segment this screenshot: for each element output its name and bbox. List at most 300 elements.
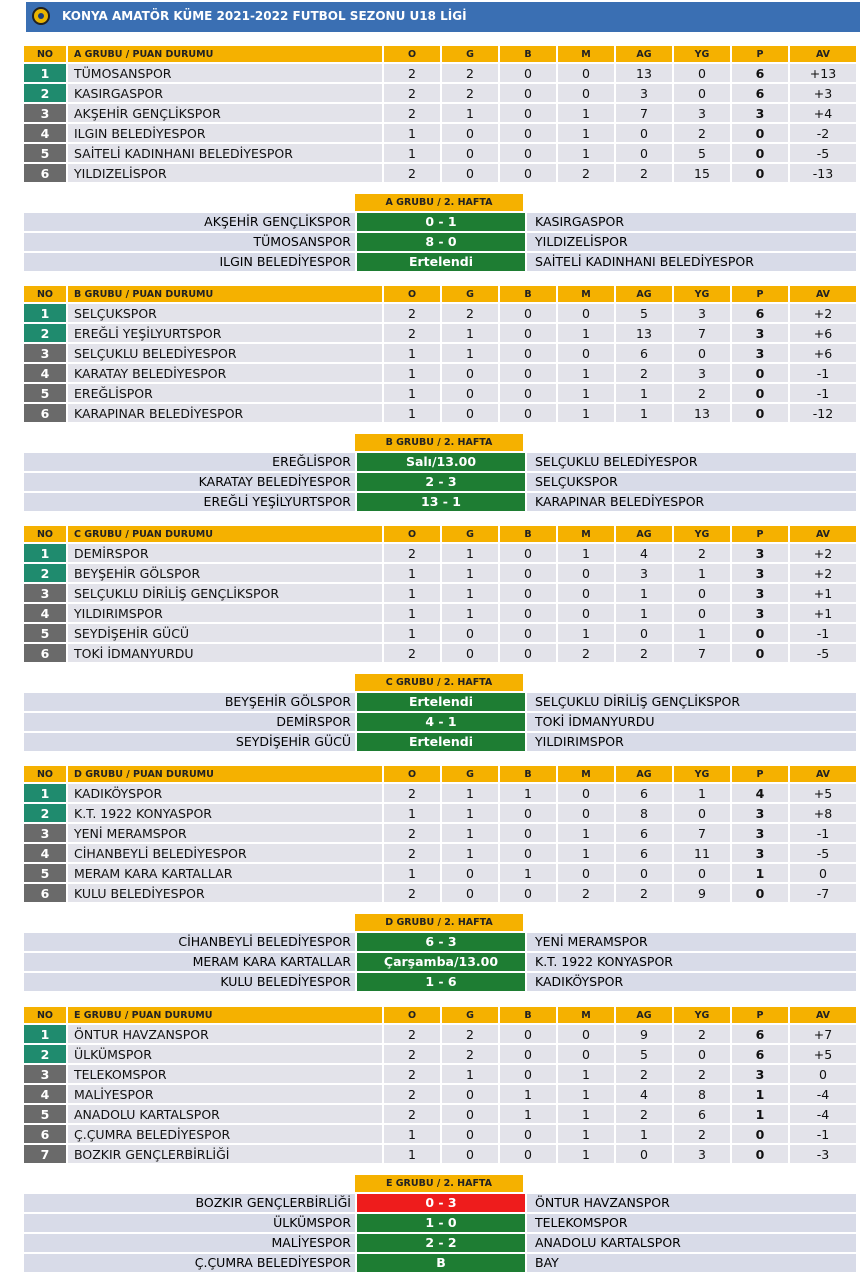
rank-cell: 1: [24, 544, 66, 562]
av-cell: -7: [788, 884, 856, 902]
rank-cell: 3: [24, 344, 66, 362]
b-cell: 0: [498, 384, 556, 402]
g-cell: 2: [440, 84, 498, 102]
yg-cell: 0: [672, 344, 730, 362]
yg-cell: 8: [672, 1085, 730, 1103]
header-av: AV: [788, 766, 856, 782]
rank-cell: 4: [24, 1085, 66, 1103]
table-row: [24, 864, 856, 882]
header-no: NO: [24, 46, 66, 62]
home-team: TÜMOSANSPOR: [24, 233, 355, 251]
match-score: 6 - 3: [357, 933, 525, 951]
o-cell: 1: [382, 384, 440, 402]
match-score: 1 - 0: [357, 1214, 525, 1232]
yg-cell: 15: [672, 164, 730, 182]
m-cell: 0: [556, 304, 614, 322]
match-score: 8 - 0: [357, 233, 525, 251]
b-cell: 0: [498, 124, 556, 142]
m-cell: 1: [556, 624, 614, 642]
o-cell: 2: [382, 324, 440, 342]
away-team: TOKİ İDMANYURDU: [527, 713, 856, 731]
m-cell: 2: [556, 644, 614, 662]
match-row: [24, 933, 856, 951]
m-cell: 0: [556, 584, 614, 602]
yg-cell: 2: [672, 1065, 730, 1083]
p-cell: 0: [730, 144, 788, 162]
p-cell: 3: [730, 1065, 788, 1083]
fixtures-block: [24, 1175, 856, 1272]
team-name-cell: YILDIZELİSPOR: [66, 164, 382, 182]
av-cell: -1: [788, 364, 856, 382]
p-cell: 3: [730, 844, 788, 862]
rank-cell: 5: [24, 864, 66, 882]
b-cell: 0: [498, 564, 556, 582]
g-cell: 2: [440, 304, 498, 322]
rank-cell: 5: [24, 624, 66, 642]
yg-cell: 2: [672, 544, 730, 562]
ag-cell: 0: [614, 624, 672, 642]
av-cell: -4: [788, 1105, 856, 1123]
ag-cell: 4: [614, 1085, 672, 1103]
table-row: [24, 164, 856, 182]
home-team: Ç.ÇUMRA BELEDİYESPOR: [24, 1254, 355, 1272]
yg-cell: 1: [672, 624, 730, 642]
ag-cell: 6: [614, 784, 672, 802]
m-cell: 0: [556, 84, 614, 102]
yg-cell: 1: [672, 564, 730, 582]
yg-cell: 2: [672, 124, 730, 142]
table-row: [24, 624, 856, 642]
table-row: [24, 884, 856, 902]
table-row: [24, 824, 856, 842]
yg-cell: 2: [672, 1125, 730, 1143]
b-cell: 0: [498, 404, 556, 422]
team-name-cell: KARAPINAR BELEDİYESPOR: [66, 404, 382, 422]
b-cell: 0: [498, 1045, 556, 1063]
rank-cell: 5: [24, 384, 66, 402]
av-cell: +13: [788, 64, 856, 82]
p-cell: 0: [730, 1125, 788, 1143]
o-cell: 1: [382, 344, 440, 362]
av-cell: +8: [788, 804, 856, 822]
m-cell: 1: [556, 1065, 614, 1083]
team-name-cell: YILDIRIMSPOR: [66, 604, 382, 622]
b-cell: 0: [498, 144, 556, 162]
team-name-cell: DEMİRSPOR: [66, 544, 382, 562]
table-row: [24, 784, 856, 802]
ag-cell: 5: [614, 1045, 672, 1063]
table-row: [24, 804, 856, 822]
g-cell: 0: [440, 1145, 498, 1163]
match-score: 2 - 3: [357, 473, 525, 491]
away-team: KADIKÖYSPOR: [527, 973, 856, 991]
o-cell: 1: [382, 564, 440, 582]
rank-cell: 1: [24, 64, 66, 82]
g-cell: 0: [440, 1105, 498, 1123]
rank-cell: 6: [24, 884, 66, 902]
m-cell: 1: [556, 364, 614, 382]
av-cell: +5: [788, 1045, 856, 1063]
p-cell: 3: [730, 824, 788, 842]
m-cell: 2: [556, 884, 614, 902]
p-cell: 0: [730, 644, 788, 662]
yg-cell: 3: [672, 104, 730, 122]
av-cell: -2: [788, 124, 856, 142]
o-cell: 1: [382, 124, 440, 142]
table-row: [24, 364, 856, 382]
b-cell: 0: [498, 364, 556, 382]
home-team: BEYŞEHİR GÖLSPOR: [24, 693, 355, 711]
home-team: EREĞLİ YEŞİLYURTSPOR: [24, 493, 355, 511]
fixtures-block: [24, 914, 856, 991]
g-cell: 2: [440, 1045, 498, 1063]
header-yg: YG: [672, 526, 730, 542]
away-team: SELÇUKSPOR: [527, 473, 856, 491]
g-cell: 1: [440, 104, 498, 122]
g-cell: 1: [440, 844, 498, 862]
yg-cell: 0: [672, 804, 730, 822]
standings-title: E GRUBU / PUAN DURUMU: [66, 1007, 382, 1023]
rank-cell: 4: [24, 364, 66, 382]
away-team: KARAPINAR BELEDİYESPOR: [527, 493, 856, 511]
header-yg: YG: [672, 1007, 730, 1023]
av-cell: +1: [788, 604, 856, 622]
o-cell: 1: [382, 864, 440, 882]
header-b: B: [498, 1007, 556, 1023]
home-team: EREĞLİSPOR: [24, 453, 355, 471]
table-row: [24, 144, 856, 162]
b-cell: 0: [498, 304, 556, 322]
m-cell: 1: [556, 1125, 614, 1143]
p-cell: 3: [730, 324, 788, 342]
av-cell: -3: [788, 1145, 856, 1163]
av-cell: +7: [788, 1025, 856, 1043]
match-row: [24, 473, 856, 491]
av-cell: +4: [788, 104, 856, 122]
away-team: YILDIRIMSPOR: [527, 733, 856, 751]
av-cell: -1: [788, 384, 856, 402]
av-cell: -4: [788, 1085, 856, 1103]
header-yg: YG: [672, 286, 730, 302]
header-o: O: [382, 286, 440, 302]
header-b: B: [498, 46, 556, 62]
p-cell: 0: [730, 364, 788, 382]
b-cell: 0: [498, 804, 556, 822]
rank-cell: 5: [24, 1105, 66, 1123]
team-name-cell: BEYŞEHİR GÖLSPOR: [66, 564, 382, 582]
b-cell: 0: [498, 644, 556, 662]
match-score: Ertelendi: [357, 733, 525, 751]
av-cell: -1: [788, 1125, 856, 1143]
m-cell: 0: [556, 344, 614, 362]
match-score: Çarşamba/13.00: [357, 953, 525, 971]
b-cell: 0: [498, 164, 556, 182]
team-name-cell: KULU BELEDİYESPOR: [66, 884, 382, 902]
b-cell: 0: [498, 544, 556, 562]
table-row: [24, 1045, 856, 1063]
g-cell: 1: [440, 324, 498, 342]
match-score: 2 - 2: [357, 1234, 525, 1252]
header-av: AV: [788, 526, 856, 542]
standings-title: B GRUBU / PUAN DURUMU: [66, 286, 382, 302]
match-score: 1 - 6: [357, 973, 525, 991]
rank-cell: 1: [24, 784, 66, 802]
p-cell: 0: [730, 384, 788, 402]
header-av: AV: [788, 1007, 856, 1023]
rank-cell: 4: [24, 604, 66, 622]
header-ag: AG: [614, 526, 672, 542]
header-av: AV: [788, 46, 856, 62]
header-g: G: [440, 766, 498, 782]
rank-cell: 2: [24, 84, 66, 102]
standings-header-row: [24, 286, 856, 302]
g-cell: 1: [440, 784, 498, 802]
ag-cell: 4: [614, 544, 672, 562]
match-score: Ertelendi: [357, 693, 525, 711]
table-row: [24, 1105, 856, 1123]
g-cell: 1: [440, 824, 498, 842]
ag-cell: 0: [614, 1145, 672, 1163]
b-cell: 0: [498, 1065, 556, 1083]
yg-cell: 7: [672, 644, 730, 662]
away-team: ANADOLU KARTALSPOR: [527, 1234, 856, 1252]
rank-cell: 3: [24, 1065, 66, 1083]
g-cell: 1: [440, 1065, 498, 1083]
header-p: P: [730, 46, 788, 62]
g-cell: 1: [440, 604, 498, 622]
rank-cell: 4: [24, 844, 66, 862]
standings-title: D GRUBU / PUAN DURUMU: [66, 766, 382, 782]
g-cell: 0: [440, 884, 498, 902]
table-row: [24, 564, 856, 582]
o-cell: 2: [382, 1025, 440, 1043]
m-cell: 0: [556, 864, 614, 882]
home-team: DEMİRSPOR: [24, 713, 355, 731]
ag-cell: 2: [614, 884, 672, 902]
m-cell: 1: [556, 844, 614, 862]
header-yg: YG: [672, 46, 730, 62]
table-row: [24, 604, 856, 622]
team-name-cell: ILGIN BELEDİYESPOR: [66, 124, 382, 142]
g-cell: 2: [440, 64, 498, 82]
team-name-cell: EREĞLİ YEŞİLYURTSPOR: [66, 324, 382, 342]
yg-cell: 3: [672, 1145, 730, 1163]
g-cell: 0: [440, 644, 498, 662]
yg-cell: 0: [672, 584, 730, 602]
table-row: [24, 1025, 856, 1043]
team-name-cell: SAİTELİ KADINHANI BELEDİYESPOR: [66, 144, 382, 162]
header-ag: AG: [614, 1007, 672, 1023]
m-cell: 1: [556, 104, 614, 122]
team-name-cell: SELÇUKSPOR: [66, 304, 382, 322]
av-cell: +5: [788, 784, 856, 802]
p-cell: 0: [730, 884, 788, 902]
home-team: MERAM KARA KARTALLAR: [24, 953, 355, 971]
b-cell: 0: [498, 884, 556, 902]
standings-table: [24, 44, 856, 184]
ag-cell: 13: [614, 64, 672, 82]
table-row: [24, 104, 856, 122]
rank-cell: 6: [24, 404, 66, 422]
o-cell: 2: [382, 304, 440, 322]
header-g: G: [440, 46, 498, 62]
header-o: O: [382, 1007, 440, 1023]
o-cell: 1: [382, 604, 440, 622]
table-row: [24, 644, 856, 662]
m-cell: 0: [556, 784, 614, 802]
p-cell: 6: [730, 84, 788, 102]
group-b: [24, 284, 856, 511]
match-row: [24, 973, 856, 991]
ag-cell: 2: [614, 1065, 672, 1083]
av-cell: +6: [788, 324, 856, 342]
match-row: [24, 1194, 856, 1212]
team-name-cell: SEYDİŞEHİR GÜCÜ: [66, 624, 382, 642]
rank-cell: 6: [24, 164, 66, 182]
rank-cell: 6: [24, 644, 66, 662]
b-cell: 0: [498, 1025, 556, 1043]
match-row: [24, 1214, 856, 1232]
ag-cell: 3: [614, 564, 672, 582]
table-row: [24, 844, 856, 862]
b-cell: 1: [498, 864, 556, 882]
p-cell: 0: [730, 124, 788, 142]
header-p: P: [730, 286, 788, 302]
ag-cell: 2: [614, 1105, 672, 1123]
ag-cell: 6: [614, 844, 672, 862]
header-no: NO: [24, 286, 66, 302]
g-cell: 0: [440, 384, 498, 402]
home-team: SEYDİŞEHİR GÜCÜ: [24, 733, 355, 751]
p-cell: 3: [730, 804, 788, 822]
home-team: KULU BELEDİYESPOR: [24, 973, 355, 991]
group-e: [24, 1005, 856, 1272]
p-cell: 6: [730, 64, 788, 82]
table-row: [24, 544, 856, 562]
yg-cell: 7: [672, 324, 730, 342]
yg-cell: 13: [672, 404, 730, 422]
match-score: Salı/13.00: [357, 453, 525, 471]
p-cell: 6: [730, 1045, 788, 1063]
team-name-cell: Ç.ÇUMRA BELEDİYESPOR: [66, 1125, 382, 1143]
rank-cell: 3: [24, 104, 66, 122]
p-cell: 3: [730, 544, 788, 562]
yg-cell: 0: [672, 84, 730, 102]
table-row: [24, 1125, 856, 1143]
o-cell: 2: [382, 84, 440, 102]
match-row: [24, 1254, 856, 1272]
m-cell: 1: [556, 324, 614, 342]
standings-header-row: [24, 766, 856, 782]
b-cell: 0: [498, 104, 556, 122]
ag-cell: 3: [614, 84, 672, 102]
g-cell: 0: [440, 404, 498, 422]
p-cell: 0: [730, 164, 788, 182]
away-team: ÖNTUR HAVZANSPOR: [527, 1194, 856, 1212]
yg-cell: 0: [672, 64, 730, 82]
av-cell: 0: [788, 864, 856, 882]
p-cell: 0: [730, 404, 788, 422]
p-cell: 1: [730, 1105, 788, 1123]
av-cell: +3: [788, 84, 856, 102]
away-team: YENİ MERAMSPOR: [527, 933, 856, 951]
rank-cell: 2: [24, 564, 66, 582]
team-name-cell: CİHANBEYLİ BELEDİYESPOR: [66, 844, 382, 862]
yg-cell: 9: [672, 884, 730, 902]
b-cell: 0: [498, 344, 556, 362]
week-title: A GRUBU / 2. HAFTA: [355, 194, 523, 211]
team-name-cell: KADIKÖYSPOR: [66, 784, 382, 802]
b-cell: 0: [498, 84, 556, 102]
b-cell: 0: [498, 824, 556, 842]
o-cell: 2: [382, 644, 440, 662]
header-p: P: [730, 766, 788, 782]
ag-cell: 9: [614, 1025, 672, 1043]
team-name-cell: SELÇUKLU DİRİLİŞ GENÇLİKSPOR: [66, 584, 382, 602]
m-cell: 1: [556, 384, 614, 402]
week-title: C GRUBU / 2. HAFTA: [355, 674, 523, 691]
team-name-cell: TELEKOMSPOR: [66, 1065, 382, 1083]
g-cell: 0: [440, 364, 498, 382]
rank-cell: 1: [24, 1025, 66, 1043]
o-cell: 1: [382, 1145, 440, 1163]
o-cell: 1: [382, 404, 440, 422]
table-row: [24, 84, 856, 102]
ag-cell: 6: [614, 824, 672, 842]
team-name-cell: KARATAY BELEDİYESPOR: [66, 364, 382, 382]
ag-cell: 1: [614, 584, 672, 602]
header-no: NO: [24, 526, 66, 542]
federation-logo-icon: [32, 7, 50, 25]
b-cell: 0: [498, 604, 556, 622]
o-cell: 2: [382, 1085, 440, 1103]
rank-cell: 3: [24, 584, 66, 602]
table-row: [24, 304, 856, 322]
av-cell: +2: [788, 564, 856, 582]
p-cell: 0: [730, 1145, 788, 1163]
team-name-cell: MERAM KARA KARTALLAR: [66, 864, 382, 882]
p-cell: 3: [730, 104, 788, 122]
av-cell: -1: [788, 824, 856, 842]
m-cell: 1: [556, 824, 614, 842]
table-row: [24, 324, 856, 342]
match-score: B: [357, 1254, 525, 1272]
ag-cell: 8: [614, 804, 672, 822]
header-o: O: [382, 526, 440, 542]
yg-cell: 0: [672, 864, 730, 882]
g-cell: 0: [440, 864, 498, 882]
m-cell: 1: [556, 124, 614, 142]
match-score: 4 - 1: [357, 713, 525, 731]
g-cell: 0: [440, 144, 498, 162]
ag-cell: 0: [614, 144, 672, 162]
table-row: [24, 64, 856, 82]
yg-cell: 11: [672, 844, 730, 862]
header-b: B: [498, 526, 556, 542]
header-av: AV: [788, 286, 856, 302]
team-name-cell: EREĞLİSPOR: [66, 384, 382, 402]
ag-cell: 1: [614, 1125, 672, 1143]
match-row: [24, 713, 856, 731]
match-row: [24, 233, 856, 251]
o-cell: 2: [382, 1045, 440, 1063]
standings-title: C GRUBU / PUAN DURUMU: [66, 526, 382, 542]
home-team: AKŞEHİR GENÇLİKSPOR: [24, 213, 355, 231]
p-cell: 0: [730, 624, 788, 642]
away-team: SAİTELİ KADINHANI BELEDİYESPOR: [527, 253, 856, 271]
away-team: SELÇUKLU BELEDİYESPOR: [527, 453, 856, 471]
table-row: [24, 404, 856, 422]
